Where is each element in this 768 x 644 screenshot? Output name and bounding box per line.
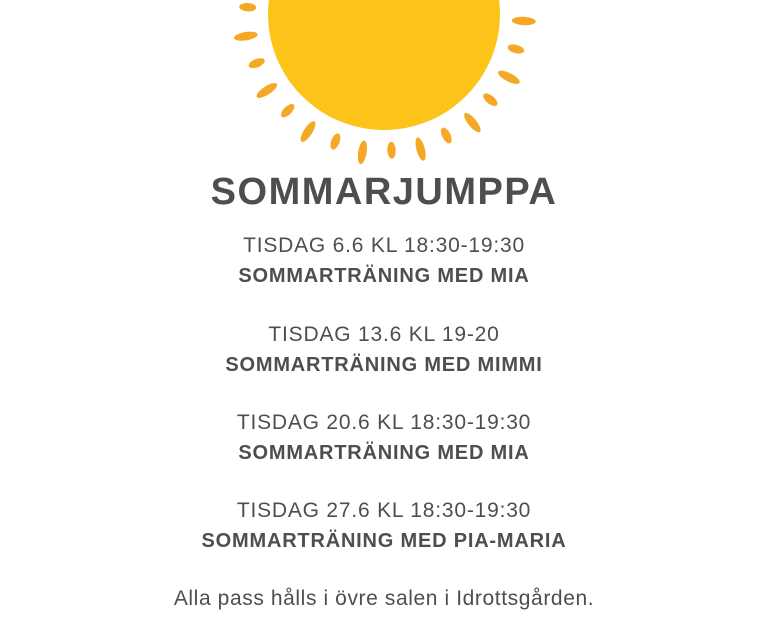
sun-ray [233,30,258,42]
sun-ray [439,126,454,145]
sun-ray [279,102,297,120]
sun-ray [387,142,396,159]
session-date: TISDAG 6.6 KL 18:30-19:30 [243,234,525,257]
session-3 [0,408,768,468]
session-2 [0,320,768,380]
sun-ray [247,56,266,70]
sun-ray [356,140,368,165]
session-date: TISDAG 13.6 KL 19-20 [268,323,500,346]
page-title: SOMMARJUMPPA [210,171,558,213]
sun-core [268,0,500,130]
sun-ray [462,111,484,135]
footer-note: Alla pass hålls i övre salen i Idrottsgården. [173,587,595,610]
session-trainer: SOMMARTRÄNING MED MIA [238,442,530,464]
sun-ray [254,80,279,100]
session-trainer: SOMMARTRÄNING MED MIA [238,265,530,287]
sun-ray [328,132,342,151]
sun-icon [0,0,768,170]
sun-ray [496,68,521,86]
session-1 [0,231,768,291]
session-trainer: SOMMARTRÄNING MED MIMMI [225,354,543,376]
session-date: TISDAG 20.6 KL 18:30-19:30 [236,411,532,434]
sun-ray [298,119,318,144]
session-date: TISDAG 27.6 KL 18:30-19:30 [236,499,532,522]
sun-ray [413,136,427,161]
session-trainer: SOMMARTRÄNING MED PIA-MARIA [201,530,567,552]
session-4 [0,496,768,556]
sun-ray [507,43,526,55]
sun-ray [239,3,256,12]
sun-ray [512,16,536,26]
sun-ray [481,91,500,108]
